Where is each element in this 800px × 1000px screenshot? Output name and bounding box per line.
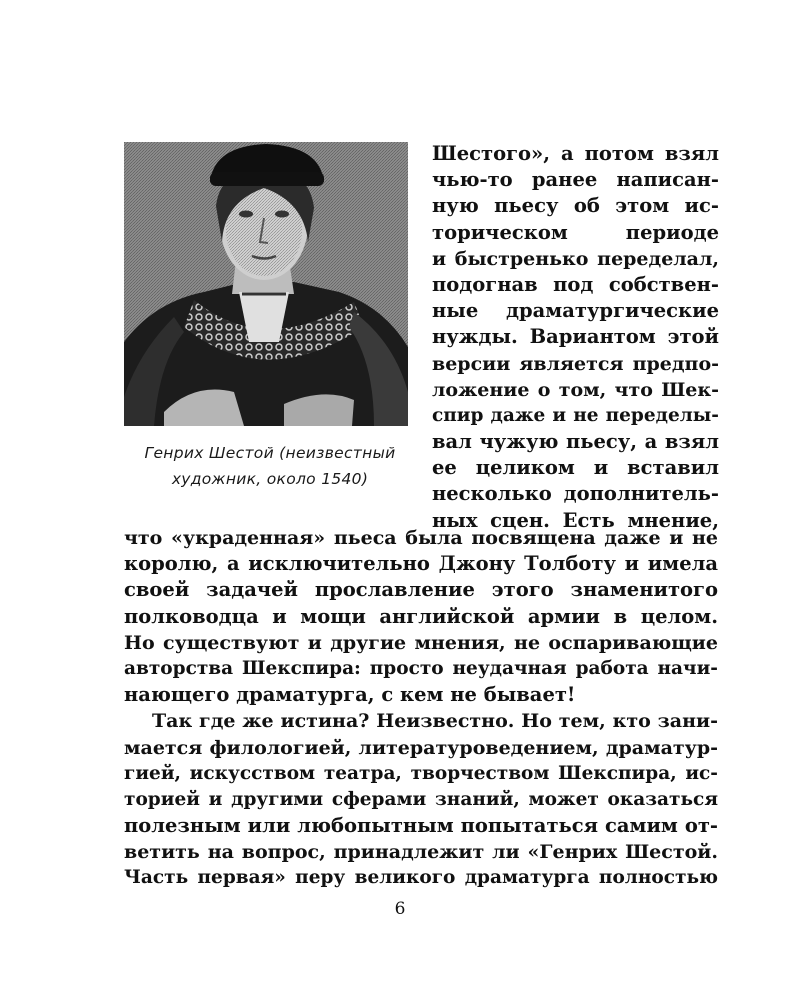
text-line: нающего драматурга, с кем не бывает!: [124, 683, 576, 707]
body-text: [124, 525, 718, 892]
text-line: полезным или любопытным попытаться самим от-: [124, 814, 718, 838]
text-line: гией, искусством театра, творчеством Шекспира, ис-: [124, 762, 718, 784]
text-line: Часть первая» перу великого драматурга полностью: [124, 867, 718, 889]
text-line: спир даже и не переделы-: [432, 404, 719, 426]
text-line: ложение о том, что Шек-: [432, 378, 719, 401]
text-line: и быстренько переделал,: [432, 247, 719, 270]
text-line: несколько дополнитель-: [432, 482, 719, 506]
text-line: подогнав под собствен-: [432, 272, 719, 296]
text-line: полководца и мощи английской армии в целом.: [124, 604, 718, 628]
text-line: торическом периоде: [432, 220, 719, 244]
text-line: Шестого», а потом взял: [432, 142, 719, 165]
text-line: Но существуют и другие мнения, не оспаривающие: [124, 631, 718, 654]
figure: [124, 142, 412, 492]
paragraph-start-line: Так где же истина? Неизвестно. Но тем, кто зани-: [152, 710, 718, 733]
figure-caption: [124, 440, 416, 492]
text-line: королю, а исключительно Джону Толботу и имела: [124, 552, 718, 576]
right-column-text: [432, 141, 719, 534]
portrait-image: [124, 142, 408, 426]
page-number: 6: [394, 899, 406, 919]
text-line: ную пьесу об этом ис-: [432, 194, 719, 218]
text-line: мается филологией, литературоведением, драматур-: [124, 736, 718, 759]
text-line: нужды. Вариантом этой: [432, 325, 719, 349]
text-line: авторства Шекспира: просто неудачная работа начи-: [124, 657, 718, 679]
text-line: чью-то ранее написан-: [432, 168, 719, 192]
text-line: ных сцен. Есть мнение,: [432, 508, 719, 532]
text-line: версии является предпо-: [432, 352, 719, 375]
caption-line-2: художник, около 1540): [171, 470, 369, 488]
text-line: вал чужую пьесу, а взял: [432, 430, 719, 454]
text-line: ее целиком и вставил: [432, 456, 719, 480]
text-line: что «украденная» пьеса была посвящена даже и не: [124, 527, 718, 549]
caption-line-1: Генрих Шестой (неизвестный: [144, 444, 396, 462]
text-line: торией и другими сферами знаний, может оказаться: [124, 788, 718, 810]
text-line: своей задачей прославление этого знаменитого: [124, 578, 718, 602]
text-line: ветить на вопрос, принадлежит ли «Генрих Шестой.: [124, 841, 718, 864]
text-line: ные драматургические: [432, 299, 719, 323]
